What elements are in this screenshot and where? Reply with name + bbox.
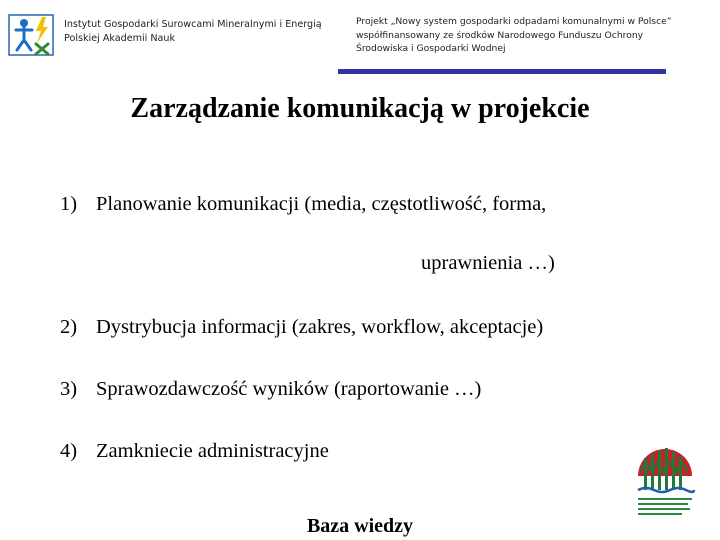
item-number: 4) — [60, 440, 78, 462]
item-number: 1) — [60, 193, 78, 215]
institute-logo-icon — [8, 14, 54, 56]
header-divider — [338, 69, 666, 74]
institute-line: Instytut Gospodarki Surowcami Mineralnymi i Energią — [64, 19, 322, 30]
slide-title: Zarządzanie komunikacją w projekcie — [130, 93, 590, 124]
item-number: 3) — [60, 378, 78, 400]
item-text: Zamkniecie administracyjne — [96, 440, 329, 462]
list-item — [60, 438, 329, 464]
fund-logo-icon — [632, 432, 698, 520]
project-line: Projekt „Nowy system gospodarki odpadami komunalnymi w Polsce” — [356, 16, 672, 27]
item-continuation: uprawnienia …) — [421, 252, 555, 274]
project-line: Środowiska i Gospodarki Wodnej — [356, 43, 506, 54]
list-item — [60, 314, 543, 340]
item-text: Sprawozdawczość wyników (raportowanie …) — [96, 378, 482, 400]
item-text: Planowanie komunikacji (media, częstotliwość, forma, — [96, 193, 547, 215]
institute-name — [64, 18, 334, 46]
list-item — [60, 376, 481, 402]
institute-line: Polskiej Akademii Nauk — [64, 33, 176, 44]
list-item — [60, 191, 546, 217]
item-number: 2) — [60, 316, 78, 338]
project-line: współfinansowany ze środków Narodowego Funduszu Ochrony — [356, 29, 644, 41]
footer-label: Baza wiedzy — [306, 515, 414, 537]
item-text: Dystrybucja informacji (zakres, workflow, akceptacje) — [96, 316, 544, 338]
project-info — [356, 15, 706, 56]
